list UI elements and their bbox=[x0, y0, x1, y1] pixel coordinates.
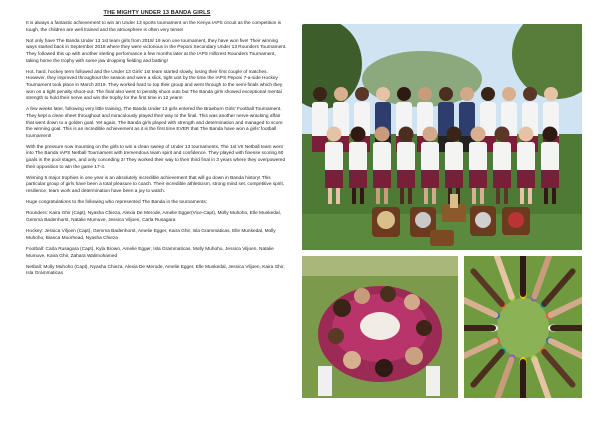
article-paragraph: With the pressure now mounting on the girls to win a clean sweep of Under 13 tournaments, The 1st VII Netball team went into The Banda IAPS Netball Tournament with tremendous team spirit and confidence. They played with finesse scoring 60 goals in the pool stages, and only conceding 3! They worked their way to their third final in 3 years where they overpowered their opposition to win the game 17-4. bbox=[26, 144, 286, 170]
article-title: THE MIGHTY UNDER 13 BANDA GIRLS bbox=[103, 10, 211, 16]
roster-netball: Netball: Molly Muhoho (Capt), Nyasha Chieza, Alexia De Merode, Amelie Egger, Elle Munkedal, Jessica Viljoen, Kaira Ghir, Isla Grammaticas bbox=[26, 264, 285, 277]
article-paragraph: Hot, hard, hockey term followed and the Under 13 Girls' 1st team started slowly, losing their first couple of matches. However, they improved throughout the season and were a slick, tight unit by the time the IAPS Peponi 7-a-side Hockey Tournament took place in March 2019. They worked hard to top their group and went through to the semi-finals which they won on a tight penalty shoot-out. The final also went to penalty shoot outs but The Banda girls showed exceptional mental strength to hold their nerve and win the trophy for the first time in 12 years! bbox=[26, 69, 283, 102]
team-photo-image bbox=[302, 24, 582, 250]
article-paragraph: Huge congratulations to the following who represented The Banda in the tournaments: bbox=[26, 200, 208, 206]
article-paragraph: It is always a fantastic achievement to win an Under 13 sports tournament on the Kenya IAPS circuit as the competition is tough, the children are well trained and the atmosphere is often very tense! bbox=[26, 21, 282, 33]
roster-rounders: Rounders: Kaira Ghir (Capt), Nyasha Chieza, Alexia De Merode, Amelie Egger(Vice-Capt), Molly Muhoho, Elle Munkedal, Gemma Badenhorst, Natalie Mumuve, Jessica Viljoen, Carla Rusagara bbox=[26, 211, 281, 223]
feet-circle-photo bbox=[464, 256, 582, 398]
feet-circle-photo-image bbox=[464, 256, 582, 398]
article-paragraph: A few weeks later, following very little training, The Banda Under 13 girls entered the Braeburn Girls' Football Tournament. They kept a clean sheet throughout and miraculously played their way to the final. This was another nerve-wracking affair that went down to a golden goal. Yet again, The Banda girls played with strength and determination and managed to score the winning goal. This is an incredible achievement as it is the first time EVER that The Banda have won a girls' football tournament! bbox=[26, 107, 283, 139]
article-paragraph: Not only have The Banda Under 13 1st team girls from 2018/ 19 won one tournament, they have won five! Their winning ways started back in September 2018 where they were victorious in the Peponi Secondary Under 13 Rounders Tournament. They followed this up with another sterling performance a few months later at the IAPS Hillcrest Rounders Tournament, taking home the trophy with some jaw dropping fielding and batting! bbox=[26, 38, 287, 64]
huddle-photo-image bbox=[302, 256, 458, 398]
team-photo bbox=[302, 24, 582, 250]
roster-hockey: Hockey: Jessica Viljoen (Capt), Gemma Badenhorst, Amelie Egger, Kaira Ghir, Isla Grammaticas, Elle Munkedal, Molly Muhoho, Bianca Moorhead, Nyasha Chieza bbox=[26, 229, 276, 241]
article-paragraph: Winning 5 major trophies in one year is an absolutely incredible achievement that will go down in Banda history! This particular group of girls have been a total pleasure to coach. Their incredible athleticism, strong mind set, competitive spirit, resilience, team work and determination have been a joy to watch. bbox=[26, 175, 285, 195]
huddle-photo bbox=[302, 256, 458, 398]
article-column bbox=[26, 10, 288, 415]
roster-football: Football: Carla Rusagara (Capt), Kyla Brown, Amelie Egger, Isla Grammaticas, Molly Muhoho, Jessica Viljoen, Natalie Mumuve, Kaira Ghir, Zahara Walimohamed bbox=[26, 246, 274, 259]
